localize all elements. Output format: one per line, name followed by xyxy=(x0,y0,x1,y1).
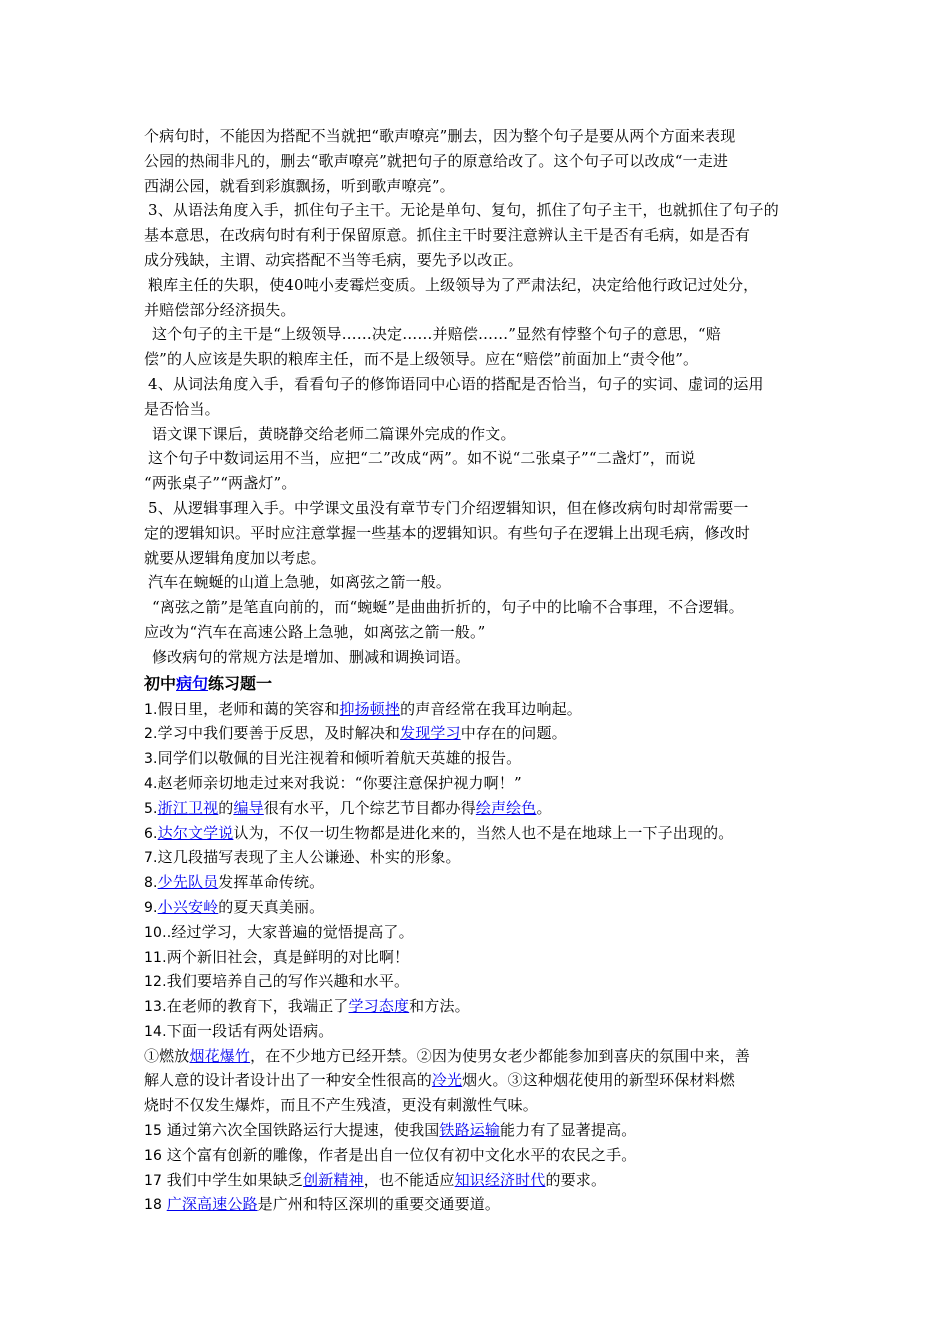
exercise-12 xyxy=(144,969,824,994)
body-line: 个病句时，不能因为搭配不当就把“歌声嘹亮”删去，因为整个句子是要从两个方面来表现 xyxy=(144,127,736,145)
exercise-text: 是广州和特区深圳的重要交通要道。 xyxy=(257,1195,501,1214)
keyword-link[interactable]: 知识经济时代 xyxy=(454,1170,546,1189)
document-page xyxy=(144,124,824,1217)
exercise-text: 的 xyxy=(218,798,234,817)
exercise-15 xyxy=(144,1118,824,1143)
keyword-link[interactable]: 铁路运输 xyxy=(439,1121,501,1140)
exercise-text: 通过第六次全国铁路运行大提速，使我国 xyxy=(166,1121,440,1140)
heading-text: 练习题一 xyxy=(208,673,273,693)
exercise-14-passage-line xyxy=(144,1044,824,1069)
exercise-text: 这几段描写表现了主人公谦逊、朴实的形象。 xyxy=(157,848,461,867)
keyword-link[interactable]: 广深高速公路 xyxy=(166,1195,258,1214)
keyword-link[interactable]: 少先队员 xyxy=(157,873,219,892)
exercise-number: 13. xyxy=(144,999,167,1016)
exercise-text: 下面一段话有两处语病。 xyxy=(166,1021,334,1040)
body-line: 修改病句的常规方法是增加、删减和调换词语。 xyxy=(152,647,471,666)
exercise-text: 的声音经常在我耳边响起。 xyxy=(400,699,582,718)
exercise-5 xyxy=(144,796,824,821)
body-line: 公园的热闹非凡的，删去“歌声嘹亮”就把句子的原意给改了。这个句子可以改成“一走进 xyxy=(144,151,729,170)
exercise-number: 12. xyxy=(144,974,167,991)
body-line: 西湖公园，就看到彩旗飘扬，听到歌声嘹亮”。 xyxy=(144,176,455,195)
exercise-text: ，在不少地方已经开禁。②因为使男女老少都能参加到喜庆的氛围中来，善 xyxy=(250,1046,751,1065)
exercise-number: 10.. xyxy=(144,924,172,941)
exercise-8 xyxy=(144,870,824,895)
exercise-text: 认为，不仅一切生物都是进化来的，当然人也不是在地球上一下子出现的。 xyxy=(233,823,734,842)
body-line: 3、从语法角度入手，抓住句子主干。无论是单句、复句，抓住了句子主干，也就抓住了句子的 xyxy=(148,201,779,220)
heading-link[interactable]: 病句 xyxy=(176,673,209,693)
exercise-text: 经过学习，大家普遍的觉悟提高了。 xyxy=(171,922,414,941)
exercise-17 xyxy=(144,1168,824,1193)
section-heading xyxy=(144,671,824,697)
exercise-number: 6. xyxy=(144,825,158,842)
body-line: 是否恰当。 xyxy=(144,399,220,418)
body-line: 这个句子的主干是“上级领导……决定……并赔偿……”显然有悖整个句子的意思，“赔 xyxy=(152,325,721,344)
keyword-link[interactable]: 冷光 xyxy=(431,1071,463,1090)
exercise-2 xyxy=(144,721,824,746)
body-line: 汽车在蜿蜒的山道上急驰，如离弦之箭一般。 xyxy=(148,573,452,592)
exercise-number: 17 xyxy=(144,1172,167,1189)
exercise-text: 的夏天真美丽。 xyxy=(218,897,325,916)
exercise-text: 解人意的设计者设计出了一种安全性很高的 xyxy=(144,1071,432,1090)
exercise-text: 在老师的教育下，我端正了 xyxy=(166,997,349,1016)
keyword-link[interactable]: 浙江卫视 xyxy=(157,798,219,817)
keyword-link[interactable]: 发现学习 xyxy=(400,724,461,743)
exercise-text: 发挥革命传统。 xyxy=(218,873,325,892)
exercise-number: 3. xyxy=(144,751,158,768)
exercise-text: ①燃放 xyxy=(144,1046,190,1065)
heading-text: 初中 xyxy=(144,673,177,693)
keyword-link[interactable]: 达尔文学说 xyxy=(157,823,234,842)
exercise-10 xyxy=(144,920,824,945)
exercise-13 xyxy=(144,994,824,1019)
body-line: “离弦之箭”是笔直向前的，而“蜿蜒”是曲曲折折的，句子中的比喻不合事理，不合逻辑。 xyxy=(152,598,744,617)
exercise-number: 15 xyxy=(144,1123,167,1140)
exercise-text: 学习中我们要善于反思，及时解决和 xyxy=(157,724,401,743)
exercise-number: 18 xyxy=(144,1197,167,1214)
keyword-link[interactable]: 创新精神 xyxy=(303,1170,364,1189)
exercise-4 xyxy=(144,771,824,796)
exercise-number: 16 xyxy=(144,1147,167,1164)
exercise-text: 假日里，老师和蔼的笑容和 xyxy=(157,699,340,718)
exercise-14-passage-line xyxy=(144,1093,824,1118)
body-line: 这个句子中数词运用不当，应把“二”改成“两”。如不说“二张桌子”“二盏灯”，而说 xyxy=(148,449,696,468)
exercise-18 xyxy=(144,1192,824,1217)
exercise-text: 同学们以敬佩的目光注视着和倾听着航天英雄的报告。 xyxy=(157,749,522,768)
exercise-number: 11. xyxy=(144,949,167,966)
body-line: 偿”的人应该是失职的粮库主任，而不是上级领导。应在“赔偿”前面加上“责令他”。 xyxy=(144,350,699,369)
exercise-6 xyxy=(144,821,824,846)
exercise-text: 很有水平，几个综艺节目都办得 xyxy=(263,798,476,817)
exercise-text: 赵老师亲切地走过来对我说：“你要注意保护视力啊！” xyxy=(157,773,522,792)
body-line: 并赔偿部分经济损失。 xyxy=(144,300,296,319)
exercise-16 xyxy=(144,1143,824,1168)
exercise-1 xyxy=(144,697,824,722)
exercise-number: 14. xyxy=(144,1023,167,1040)
body-line: 粮库主任的失职，使40吨小麦霉烂变质。上级领导为了严肃法纪，决定给他行政记过处分， xyxy=(148,275,759,294)
body-line: 就要从逻辑角度加以考虑。 xyxy=(144,548,326,567)
exercise-number: 4. xyxy=(144,775,158,792)
exercise-7 xyxy=(144,845,824,870)
exercise-text: 烧时不仅发生爆炸，而且不产生残渣，更没有刺激性气味。 xyxy=(144,1096,538,1115)
exercise-text: 烟火。③这种烟花使用的新型环保材料燃 xyxy=(462,1071,735,1090)
keyword-link[interactable]: 烟花爆竹 xyxy=(189,1046,251,1065)
exercise-number: 2. xyxy=(144,726,158,743)
exercise-text: 我们中学生如果缺乏 xyxy=(166,1170,304,1189)
keyword-link[interactable]: 学习态度 xyxy=(348,997,410,1016)
exercise-number: 7. xyxy=(144,850,158,867)
body-line: 成分残缺，主谓、动宾搭配不当等毛病，要先予以改正。 xyxy=(144,250,523,269)
exercise-number: 5. xyxy=(144,800,158,817)
body-line: 4、从词法角度入手，看看句子的修饰语同中心语的搭配是否恰当，句子的实词、虚词的运用 xyxy=(148,374,764,393)
exercise-text: 两个新旧社会，真是鲜明的对比啊！ xyxy=(166,947,410,966)
exercise-text: 这个富有创新的雕像，作者是出自一位仅有初中文化水平的农民之手。 xyxy=(166,1145,637,1164)
exercise-number: 9. xyxy=(144,899,158,916)
exercise-14-passage-line xyxy=(144,1068,824,1093)
keyword-link[interactable]: 编导 xyxy=(233,798,264,817)
exercise-text: 的要求。 xyxy=(545,1170,607,1189)
body-line: 应改为“汽车在高速公路上急驰，如离弦之箭一般。” xyxy=(144,622,486,641)
exercise-text: 中存在的问题。 xyxy=(460,724,567,743)
body-line: 5、从逻辑事理入手。中学课文虽没有章节专门介绍逻辑知识，但在修改病句时却常需要一 xyxy=(148,498,749,517)
exercise-number: 8. xyxy=(144,875,158,892)
exercise-3 xyxy=(144,746,824,771)
exercise-11 xyxy=(144,945,824,970)
keyword-link[interactable]: 抑扬顿挫 xyxy=(339,699,401,718)
exercise-text: 我们要培养自己的写作兴趣和水平。 xyxy=(166,972,410,991)
body-line: 语文课下课后，黄晓静交给老师二篇课外完成的作文。 xyxy=(152,424,516,443)
exercise-text: 能力有了显著提高。 xyxy=(500,1121,637,1140)
exercise-9 xyxy=(144,895,824,920)
exercise-text: ，也不能适应 xyxy=(363,1170,455,1189)
keyword-link[interactable]: 绘声绘色 xyxy=(475,798,537,817)
body-line: “两张桌子”“两盏灯”。 xyxy=(144,474,297,493)
exercise-text: 和方法。 xyxy=(409,997,470,1016)
keyword-link[interactable]: 小兴安岭 xyxy=(157,897,219,916)
body-line: 定的逻辑知识。平时应注意掌握一些基本的逻辑知识。有些句子在逻辑上出现毛病，修改时 xyxy=(144,523,751,542)
exercise-text: 。 xyxy=(536,798,552,817)
exercise-number: 1. xyxy=(144,701,158,718)
exercise-14 xyxy=(144,1019,824,1044)
body-line: 基本意思，在改病句时有利于保留原意。抓住主干时要注意辨认主干是否有毛病，如是否有 xyxy=(144,226,751,245)
